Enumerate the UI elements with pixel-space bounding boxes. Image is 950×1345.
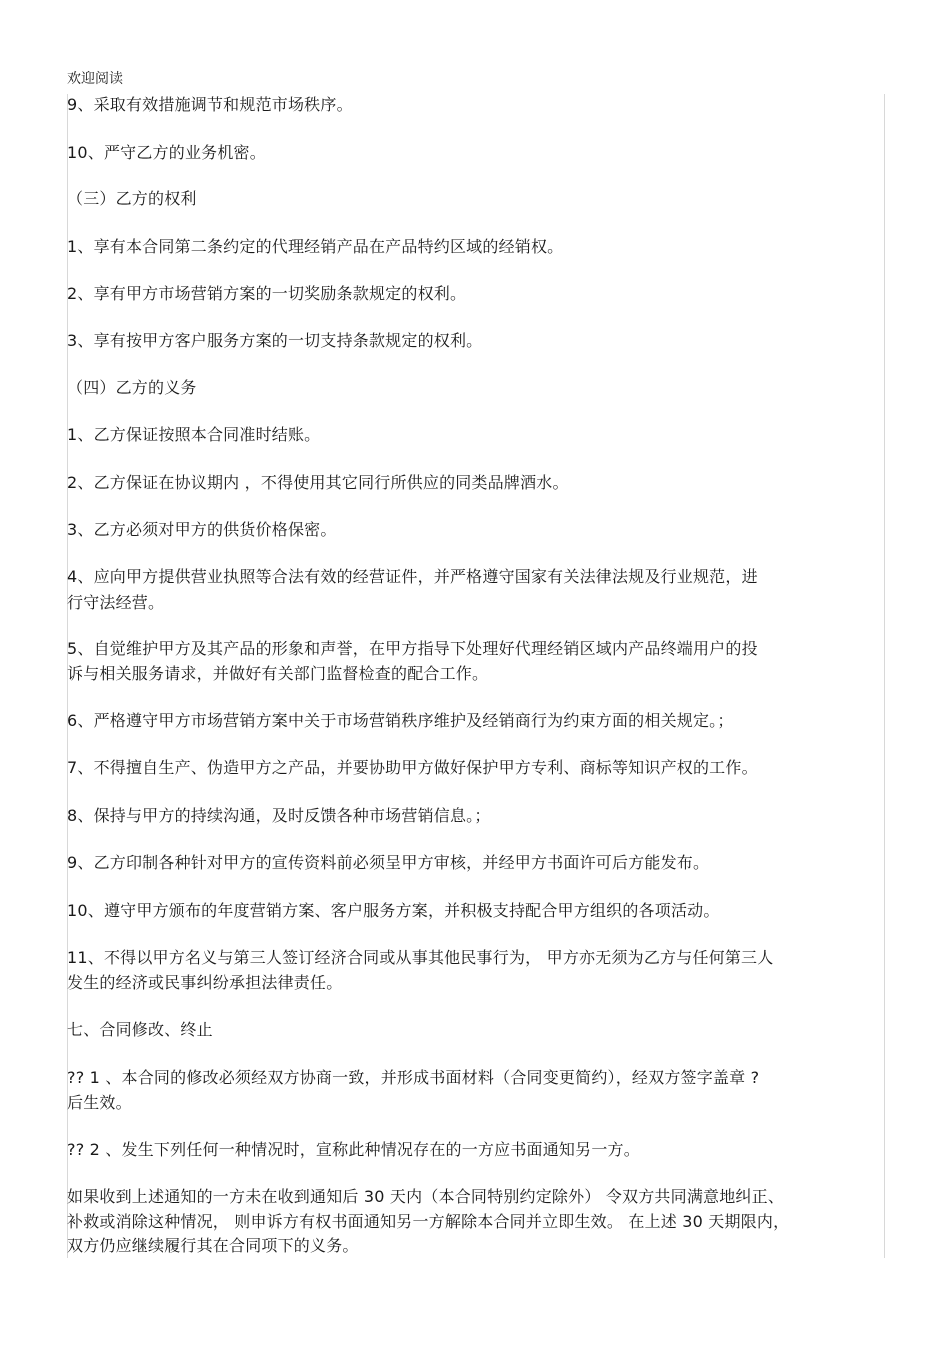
clause-line: 行守法经营。 [67, 593, 165, 612]
clause-line: 4、应向甲方提供营业执照等合法有效的经营证件，并严格遵守国家有关法律法规及行业规范，进 [67, 567, 758, 586]
clause-line: 如果收到上述通知的一方未在收到通知后 30 天内（本合同特别约定除外） 令双方共同满意地纠正、 [67, 1187, 785, 1206]
clause-line: 诉与相关服务请求，并做好有关部门监督检查的配合工作。 [67, 664, 489, 683]
clause-line: 8、保持与甲方的持续沟通，及时反馈各种市场营销信息。； [67, 806, 491, 825]
clause-line: ?? 1 、本合同的修改必须经双方协商一致，并形成书面材料（合同变更简约），经双方签字盖章 ? [67, 1068, 760, 1087]
section-heading: （三）乙方的权利 [67, 189, 197, 208]
clause-line: 补救或消除这种情况， 则申诉方有权书面通知另一方解除本合同并立即生效。 在上述 30 天期限内， [67, 1212, 790, 1231]
clause-line: 10、严守乙方的业务机密。 [67, 143, 266, 162]
clause-line: 3、乙方必须对甲方的供货价格保密。 [67, 520, 337, 539]
clause-line: 2、享有甲方市场营销方案的一切奖励条款规定的权利。 [67, 284, 467, 303]
clause-line: 6、严格遵守甲方市场营销方案中关于市场营销秩序维护及经销商行为约束方面的相关规定。； [67, 711, 734, 730]
clause-line: 3、享有按甲方客户服务方案的一切支持条款规定的权利。 [67, 331, 483, 350]
clause-line: 1、乙方保证按照本合同准时结账。 [67, 425, 321, 444]
clause-line: 2、乙方保证在协议期内 ，不得使用其它同行所供应的同类品牌酒水。 [67, 473, 569, 492]
clause-line: ?? 2 、发生下列任何一种情况时，宣称此种情况存在的一方应书面通知另一方。 [67, 1140, 640, 1159]
clause-line: 7、不得擅自生产、伪造甲方之产品，并要协助甲方做好保护甲方专利、商标等知识产权的工作。 [67, 758, 758, 777]
section-heading: 七、合同修改、终止 [67, 1020, 213, 1039]
section-heading: （四）乙方的义务 [67, 378, 197, 397]
clause-line: 9、乙方印制各种针对甲方的宣传资料前必须呈甲方审核，并经甲方书面许可后方能发布。 [67, 853, 710, 872]
clause-line: 5、自觉维护甲方及其产品的形象和声誉，在甲方指导下处理好代理经销区域内产品终端用户的投 [67, 639, 758, 658]
clause-line: 发生的经济或民事纠纷承担法律责任。 [67, 973, 343, 992]
clause-line: 9、采取有效措施调节和规范市场秩序。 [67, 95, 353, 114]
clause-line: 10、遵守甲方颁布的年度营销方案、客户服务方案，并积极支持配合甲方组织的各项活动。 [67, 901, 720, 920]
clause-line: 11、不得以甲方名义与第三人签订经济合同或从事其他民事行为， 甲方亦无须为乙方与任何第三人 [67, 948, 774, 967]
page-header-note: 欢迎阅读 [67, 71, 123, 87]
clause-line: 双方仍应继续履行其在合同项下的义务。 [67, 1236, 359, 1255]
clause-line: 后生效。 [67, 1093, 132, 1112]
clause-line: 1、享有本合同第二条约定的代理经销产品在产品特约区域的经销权。 [67, 237, 564, 256]
